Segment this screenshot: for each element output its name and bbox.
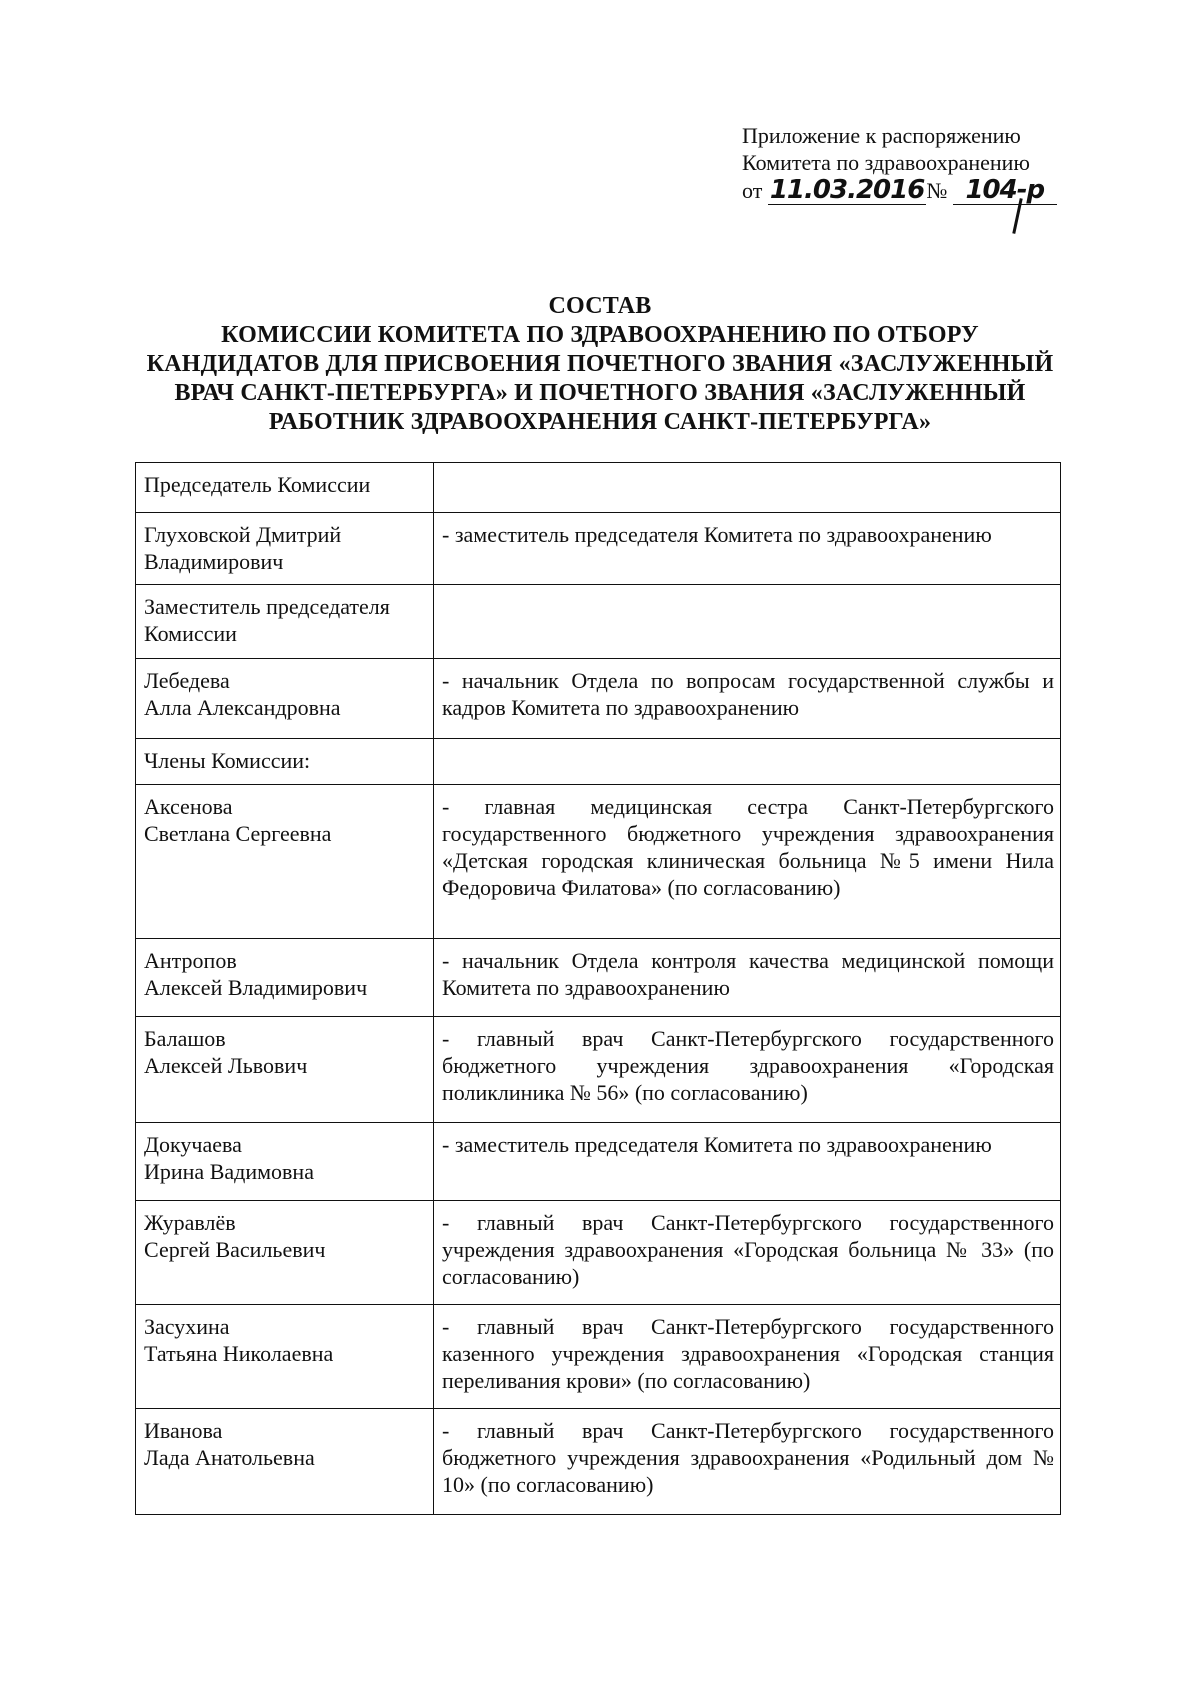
member-role: - главный врач Санкт-Петербургского государственного учреждения здравоохранения «Городская больница № 33» (по согласованию)	[434, 1201, 1061, 1305]
date-prefix: от	[742, 178, 763, 203]
table-row	[136, 463, 1061, 513]
role-cell	[434, 463, 1061, 513]
member-given-name: Алексей Львович	[144, 1053, 308, 1078]
member-surname: Иванова	[144, 1418, 223, 1443]
member-role: - начальник Отдела контроля качества медицинской помощи Комитета по здравоохранению	[434, 939, 1061, 1017]
title-line-2: КОМИССИИ КОМИТЕТА ПО ЗДРАВООХРАНЕНИЮ ПО ОТБОРУ	[221, 322, 979, 348]
table-row	[136, 739, 1061, 785]
appendix-line-1: Приложение к распоряжению	[742, 123, 1021, 148]
name-cell	[136, 1123, 434, 1201]
member-surname: Журавлёв	[144, 1210, 236, 1235]
section-label-cell	[136, 739, 434, 785]
member-surname: Глуховской Дмитрий	[144, 522, 342, 547]
appendix-block	[742, 122, 1072, 205]
role-cell	[434, 585, 1061, 659]
section-label: Председатель Комиссии	[144, 472, 371, 497]
section-label: Комиссии	[144, 621, 237, 646]
document-title	[130, 292, 1070, 437]
member-surname: Докучаева	[144, 1132, 242, 1157]
appendix-line-2: Комитета по здравоохранению	[742, 150, 1030, 175]
table-row	[136, 1409, 1061, 1515]
number-prefix: №	[926, 178, 948, 203]
member-role: - заместитель председателя Комитета по здравоохранению	[434, 1123, 1061, 1201]
title-line-1: СОСТАВ	[548, 293, 652, 319]
member-surname: Лебедева	[144, 668, 230, 693]
section-label: Члены Комиссии:	[144, 748, 311, 773]
member-role: - главный врач Санкт-Петербургского государственного казенного учреждения здравоохранения «Городская станция переливания крови» (по согласованию)	[434, 1305, 1061, 1409]
name-cell	[136, 939, 434, 1017]
member-role: - главная медицинская сестра Санкт-Петербургского государственного бюджетного учреждения здравоохранения «Детская городская клиническая больница №5 имени Нила Федоровича Филатова» (по согласованию)	[434, 785, 1061, 939]
name-cell	[136, 785, 434, 939]
member-given-name: Владимирович	[144, 549, 284, 574]
name-cell	[136, 513, 434, 585]
member-role: - главный врач Санкт-Петербургского государственного бюджетного учреждения здравоохранения «Родильный дом № 10» (по согласованию)	[434, 1409, 1061, 1515]
handwritten-date: 11.03.2016	[769, 175, 925, 205]
name-cell	[136, 1409, 434, 1515]
member-given-name: Алла Александровна	[144, 695, 341, 720]
member-given-name: Ирина Вадимовна	[144, 1159, 314, 1184]
title-line-5: РАБОТНИК ЗДРАВООХРАНЕНИЯ САНКТ-ПЕТЕРБУРГА»	[268, 409, 932, 435]
member-surname: Засухина	[144, 1314, 230, 1339]
section-label-cell	[136, 585, 434, 659]
member-role: - начальник Отдела по вопросам государственной службы и кадров Комитета по здравоохранению	[434, 659, 1061, 739]
table-row	[136, 1305, 1061, 1409]
commission-table	[135, 462, 1061, 1515]
role-cell	[434, 739, 1061, 785]
member-given-name: Сергей Васильевич	[144, 1237, 326, 1262]
member-surname: Аксенова	[144, 794, 233, 819]
member-role: - главный врач Санкт-Петербургского государственного бюджетного учреждения здравоохранения «Городская поликлиника № 56» (по согласованию)	[434, 1017, 1061, 1123]
table-row	[136, 1123, 1061, 1201]
appendix-date-line	[742, 175, 1057, 205]
handwritten-number: 104-р	[953, 176, 1057, 205]
table-row	[136, 585, 1061, 659]
title-line-3: КАНДИДАТОВ ДЛЯ ПРИСВОЕНИЯ ПОЧЕТНОГО ЗВАНИЯ «ЗАСЛУЖЕННЫЙ	[146, 351, 1054, 377]
table-row	[136, 513, 1061, 585]
name-cell	[136, 659, 434, 739]
section-label-cell	[136, 463, 434, 513]
table-row	[136, 659, 1061, 739]
member-given-name: Татьяна Николаевна	[144, 1341, 334, 1366]
table-row	[136, 785, 1061, 939]
member-surname: Антропов	[144, 948, 237, 973]
name-cell	[136, 1305, 434, 1409]
title-line-4: ВРАЧ САНКТ-ПЕТЕРБУРГА» И ПОЧЕТНОГО ЗВАНИЯ «ЗАСЛУЖЕННЫЙ	[174, 380, 1026, 406]
section-label: Заместитель председателя	[144, 594, 390, 619]
table-row	[136, 939, 1061, 1017]
table-row	[136, 1017, 1061, 1123]
table-row	[136, 1201, 1061, 1305]
name-cell	[136, 1017, 434, 1123]
member-given-name: Лада Анатольевна	[144, 1445, 315, 1470]
member-surname: Балашов	[144, 1026, 226, 1051]
member-role: - заместитель председателя Комитета по здравоохранению	[434, 513, 1061, 585]
member-given-name: Светлана Сергеевна	[144, 821, 332, 846]
name-cell	[136, 1201, 434, 1305]
member-given-name: Алексей Владимирович	[144, 975, 368, 1000]
